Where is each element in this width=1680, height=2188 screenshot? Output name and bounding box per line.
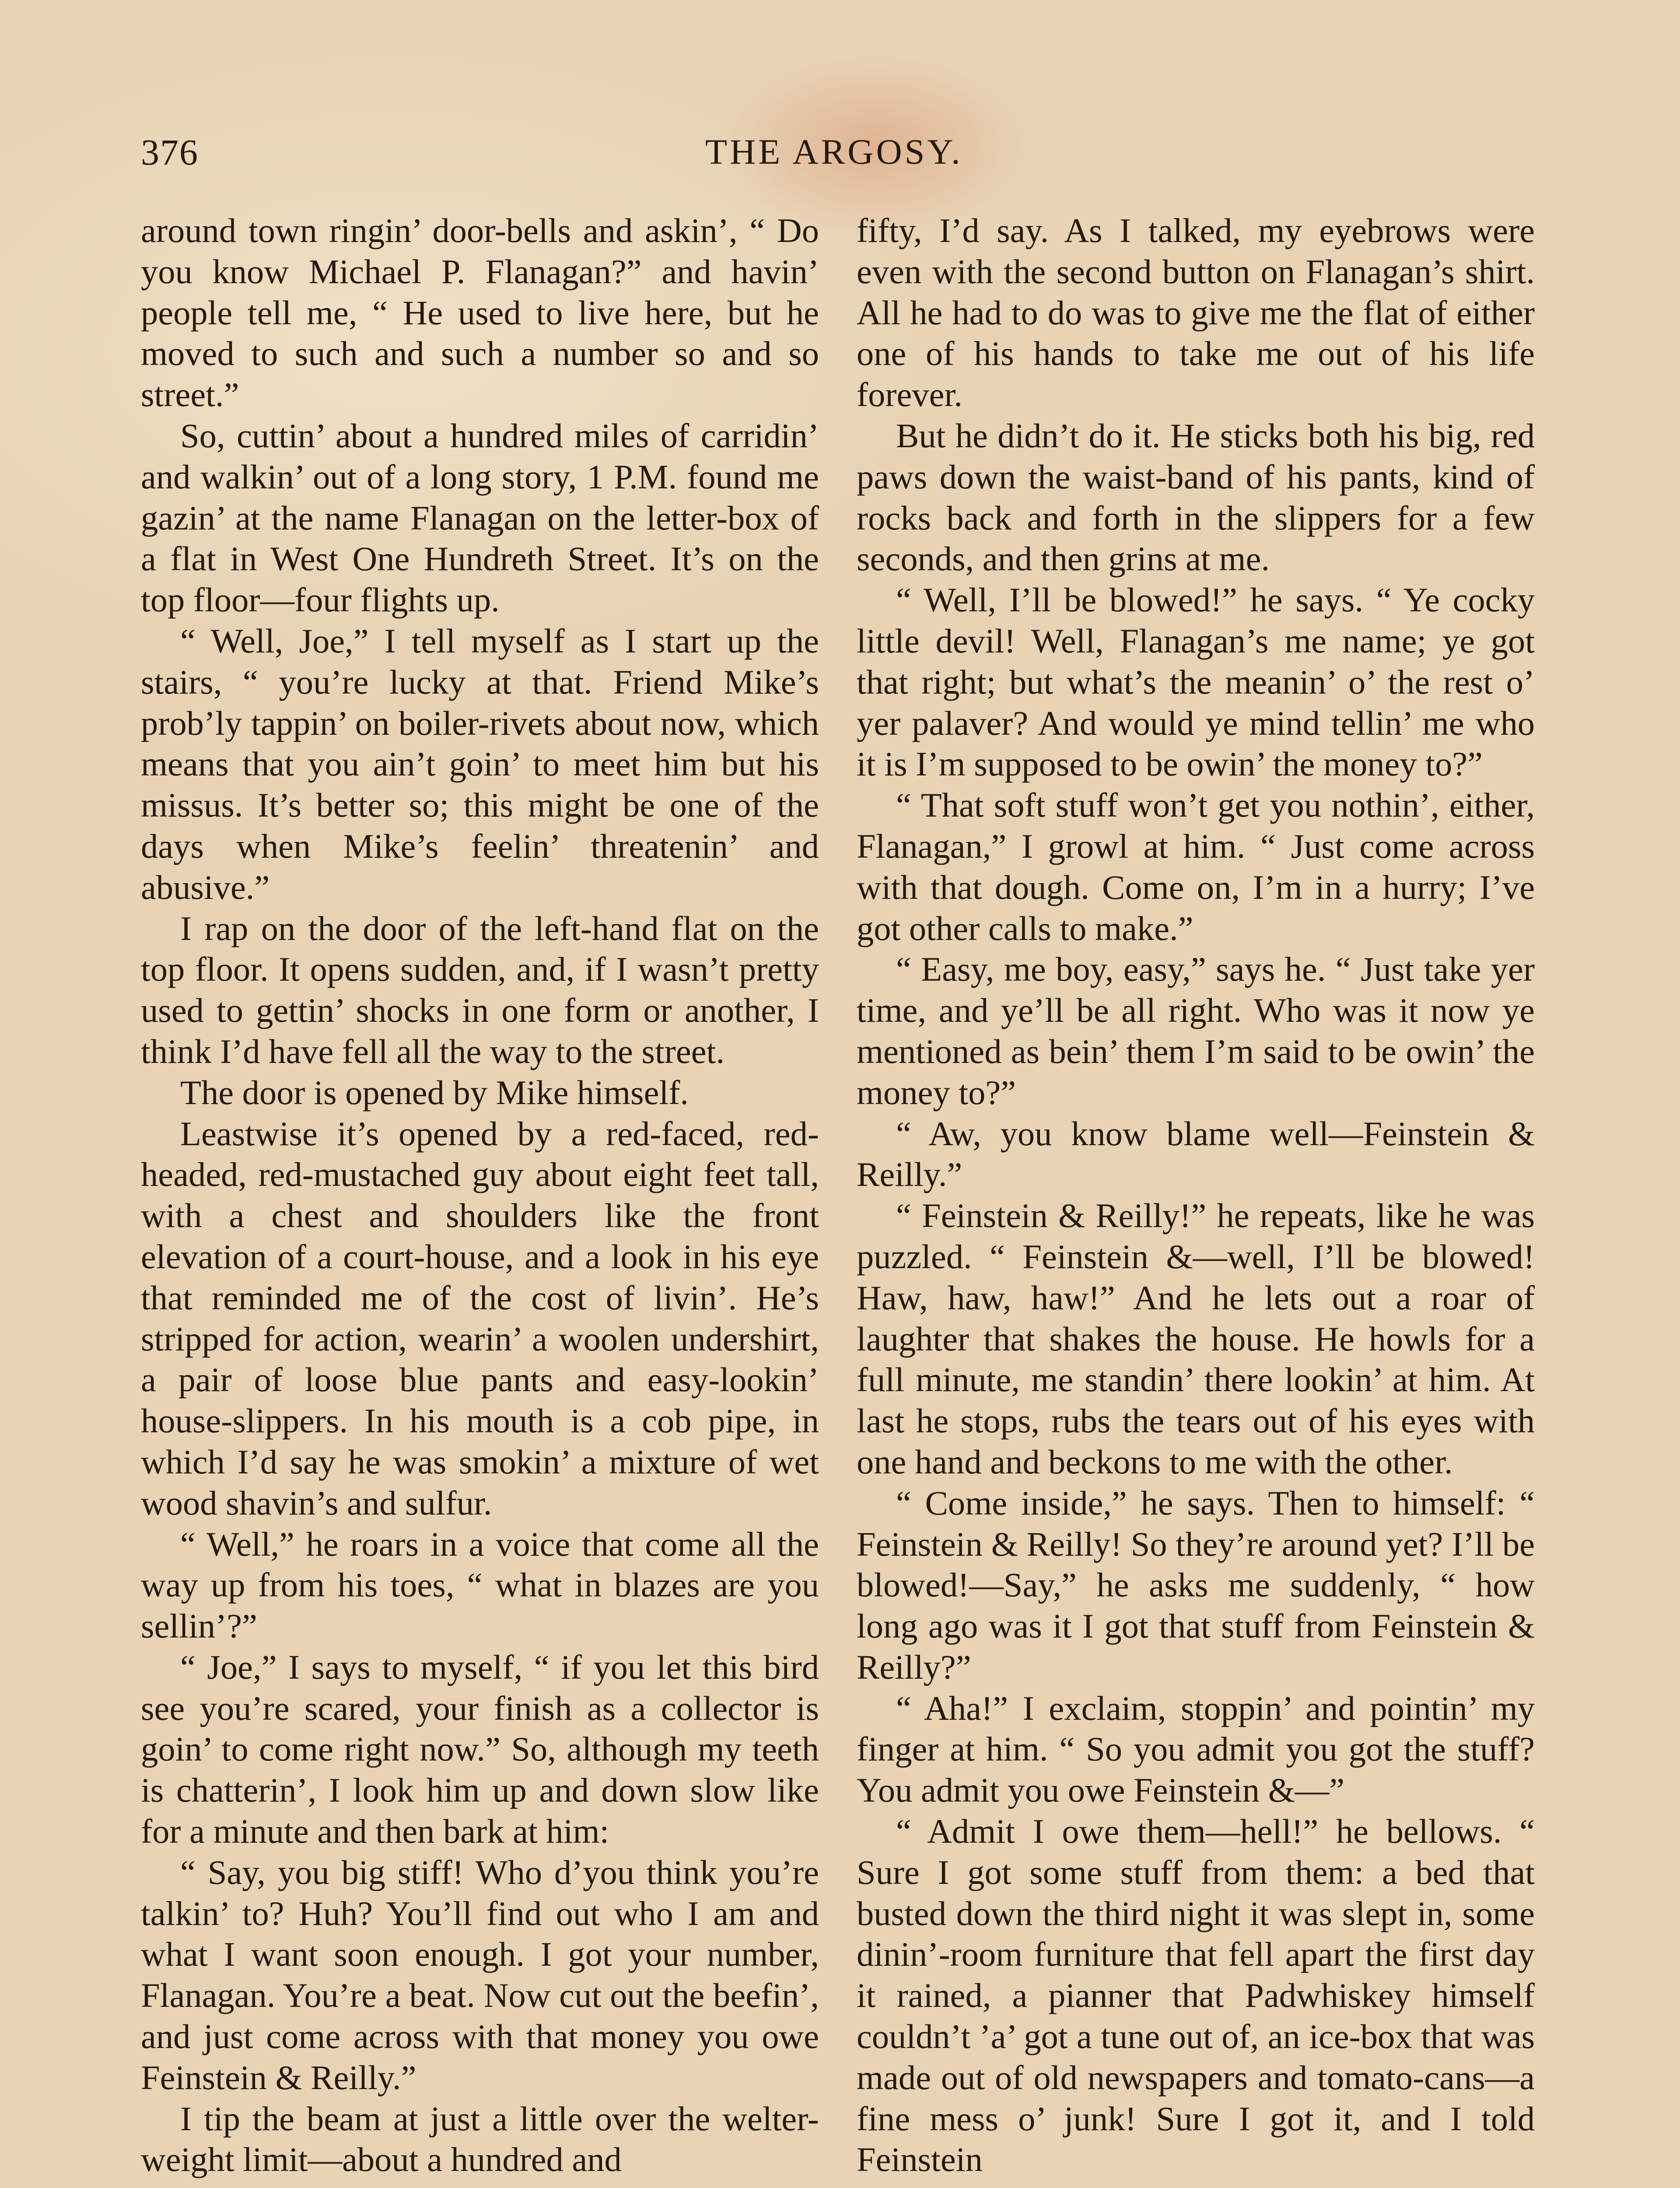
paragraph: I rap on the door of the left-hand flat on the top floor. It opens sudden, and, if I wasn’t pretty used to gettin’ shocks in one form or another, I think I’d have fell all the way to the street.	[141, 909, 819, 1070]
page-number: 376	[141, 132, 199, 173]
running-title: THE ARGOSY.	[705, 132, 963, 172]
paragraph: “ Feinstein & Reilly!” he repeats, like he was puzzled. “ Feinstein &—well, I’ll be blowed! Haw, haw, haw!” And he lets out a roar of laughter that shakes the house. He howls for a full minute, me standin’ there lookin’ at him. At last he stops, rubs the tears out of his eyes with one hand and beckons to me with the other.	[857, 1196, 1535, 1481]
paragraph: The door is opened by Mike himself.	[180, 1073, 689, 1112]
paragraph: But he didn’t do it. He sticks both his big, red paws down the waist-band of his pants, kind of rocks back and forth in the slippers for a few seconds, and then grins at me.	[857, 416, 1535, 578]
paragraph: Leastwise it’s opened by a red-faced, redheaded, red-mustached guy about eight feet tall, with a chest and shoulders like the front elevation of a court-house, and a look in his eye that reminded me of the cost of livin’. He’s stripped for action, wearin’ a woolen undershirt, a pair of loose blue pants and easy-lookin’ house-slippers. In his mouth is a cob pipe, in which I’d say he was smokin’ a mixture of wet wood shavin’s and sulfur.	[141, 1114, 819, 1522]
paragraph: around town ringin’ door-bells and askin’, “ Do you know Michael P. Flanagan?” and havin’ people tell me, “ He used to live here, but he moved to such and such a number so and so street.”	[141, 211, 819, 414]
paragraph: “ Aha!” I exclaim, stoppin’ and pointin’ my finger at him. “ So you admit you got the stuff? You admit you owe Feinstein &—”	[857, 1689, 1535, 1809]
paragraph: “ Easy, me boy, easy,” says he. “ Just take yer time, and ye’ll be all right. Who was it now ye mentioned as bein’ them I’m said to be owin’ the money to?”	[857, 950, 1535, 1112]
page-header	[141, 131, 1539, 179]
paragraph: “ Well,” he roars in a voice that come all the way up from his toes, “ what in blazes are you sellin’?”	[141, 1525, 819, 1645]
paragraph: “ Admit I owe them—hell!” he bellows. “ Sure I got some stuff from them: a bed that busted down the third night it was slept in, some dinin’-room furniture that fell apart the first day it rained, a pianner that Padwhiskey himself couldn’t ’a’ got a tune out of, an ice-box that was made out of old newspapers and tomato-cans—a fine mess o’ junk! Sure I got it, and I told Feinstein	[857, 1812, 1535, 2179]
paragraph: “ Say, you big stiff! Who d’you think you’re talkin’ to? Huh? You’ll find out who I am and what I want soon enough. I got your number, Flanagan. You’re a beat. Now cut out the beefin’, and just come across with that money you owe Feinstein & Reilly.”	[141, 1853, 819, 2097]
paragraph: “ Come inside,” he says. Then to himself: “ Feinstein & Reilly! So they’re around yet? I’ll be blowed!—Say,” he asks me suddenly, “ how long ago was it I got that stuff from Feinstein & Reilly?”	[857, 1483, 1535, 1686]
right-column	[857, 210, 1535, 2180]
paragraph: “ Well, I’ll be blowed!” he says. “ Ye cocky little devil! Well, Flanagan’s me name; ye got that right; but what’s the meanin’ o’ the rest o’ yer palaver? And would ye mind tellin’ me who it is I’m supposed to be owin’ the money to?”	[857, 581, 1535, 783]
paragraph: I tip the beam at just a little over the welter-weight limit—about a hundred and	[141, 2099, 819, 2179]
paragraph: “ Aw, you know blame well—Feinstein & Reilly.”	[857, 1114, 1535, 1194]
paragraph: “ Well, Joe,” I tell myself as I start up the stairs, “ you’re lucky at that. Friend Mike’s prob’ly tappin’ on boiler-rivets about now, which means that you ain’t goin’ to meet him but his missus. It’s better so; this might be one of the days when Mike’s feelin’ threatenin’ and abusive.”	[141, 621, 819, 906]
left-column	[141, 210, 819, 2180]
paragraph: “ Joe,” I says to myself, “ if you let this bird see you’re scared, your finish as a collector is goin’ to come right now.” So, although my teeth is chatterin’, I look him up and down slow like for a minute and then bark at him:	[141, 1648, 819, 1851]
paragraph: So, cuttin’ about a hundred miles of carridin’ and walkin’ out of a long story, 1 P.M. found me gazin’ at the name Flanagan on the letter-box of a flat in West One Hundreth Street. It’s on the top floor—four flights up.	[141, 416, 819, 619]
paragraph: fifty, I’d say. As I talked, my eyebrows were even with the second button on Flanagan’s shirt. All he had to do was to give me the flat of either one of his hands to take me out of his life forever.	[857, 211, 1535, 414]
paragraph: “ That soft stuff won’t get you nothin’, either, Flanagan,” I growl at him. “ Just come across with that dough. Come on, I’m in a hurry; I’ve got other calls to make.”	[857, 786, 1535, 947]
